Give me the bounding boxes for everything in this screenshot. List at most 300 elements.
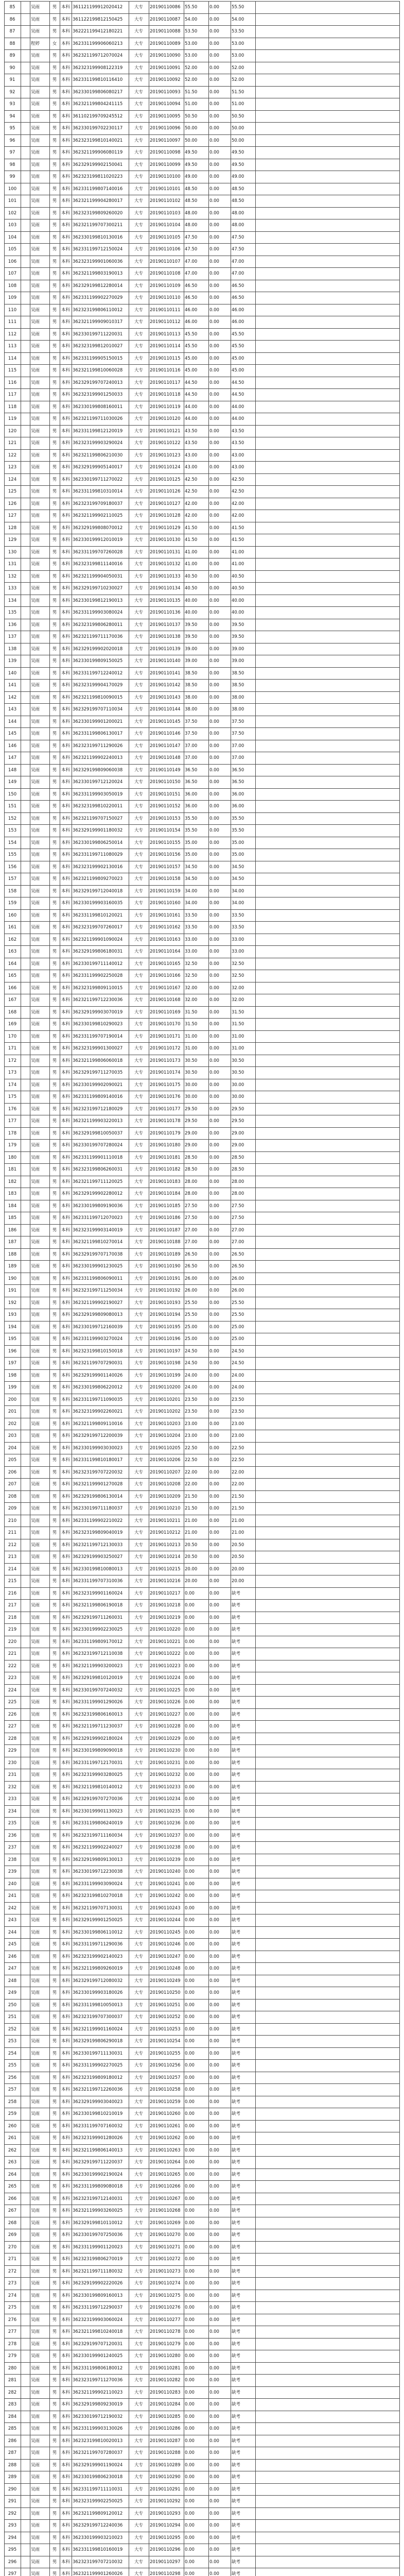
cell-edu: 本科 bbox=[61, 779, 70, 785]
cell-seq: 110 bbox=[8, 308, 17, 313]
cell-degree: 大专 bbox=[134, 344, 143, 349]
cell-seq: 247 bbox=[8, 1966, 17, 1971]
cell-name: 吴雨 bbox=[31, 1785, 40, 1790]
cell-seq: 90 bbox=[9, 65, 15, 71]
cell-edu: 本科 bbox=[61, 695, 70, 700]
cell-idcard: 362321199902240013 bbox=[73, 755, 123, 760]
cell-idcard: 362330199901130023 bbox=[73, 1809, 123, 1814]
cell-score-total: 缺考 bbox=[232, 2450, 241, 2455]
cell-score-b: 0.00 bbox=[209, 937, 219, 942]
cell-examno: 20190110271 bbox=[150, 2245, 181, 2250]
cell-gender: 男 bbox=[52, 1276, 57, 1281]
cell-gender: 男 bbox=[52, 1772, 57, 1777]
cell-idcard: 362330199903160035 bbox=[73, 901, 123, 906]
cell-group bbox=[22, 74, 29, 86]
cell-examno: 20190110281 bbox=[150, 2366, 181, 2371]
cell-idcard: 362331199906060213 bbox=[73, 41, 123, 46]
cell-degree: 大专 bbox=[134, 2281, 143, 2286]
cell-score-b: 0.00 bbox=[209, 1373, 219, 1378]
cell-edu: 本科 bbox=[61, 1833, 70, 1838]
cell-edu: 本科 bbox=[61, 1809, 70, 1814]
cell-idcard: 362331199711080029 bbox=[73, 852, 123, 857]
cell-examno: 20190110159 bbox=[150, 889, 181, 894]
cell-name: 吴雨 bbox=[31, 1639, 40, 1645]
cell-group bbox=[22, 1854, 29, 1866]
cell-gender: 男 bbox=[52, 235, 57, 240]
cell-edu: 本科 bbox=[61, 1554, 70, 1560]
cell-score-a: 42.50 bbox=[185, 489, 198, 494]
cell-name: 吴雨 bbox=[31, 695, 40, 700]
cell-score-b: 0.00 bbox=[209, 913, 219, 918]
cell-group bbox=[22, 1249, 29, 1261]
cell-seq: 271 bbox=[8, 2257, 17, 2262]
cell-score-b: 0.00 bbox=[209, 816, 219, 821]
cell-edu: 本科 bbox=[61, 1772, 70, 1777]
cell-idcard: 362323199810020013 bbox=[73, 2438, 123, 2444]
cell-idcard: 362323199901060036 bbox=[73, 259, 123, 264]
cell-group bbox=[22, 1115, 29, 1127]
cell-score-a: 20.50 bbox=[185, 1543, 198, 1548]
cell-degree: 大专 bbox=[134, 126, 143, 131]
cell-examno: 20190110215 bbox=[150, 1567, 181, 1572]
cell-score-a: 32.00 bbox=[185, 986, 198, 991]
cell-idcard: 362329199903250027 bbox=[73, 1554, 123, 1560]
cell-name: 吴雨 bbox=[31, 804, 40, 809]
cell-degree: 大专 bbox=[134, 392, 143, 397]
cell-idcard: 362331199905150015 bbox=[73, 356, 123, 361]
cell-idcard: 362329199902220026 bbox=[73, 2281, 123, 2286]
table-col-border bbox=[4, 1, 5, 2576]
cell-score-b: 0.00 bbox=[209, 332, 219, 337]
cell-score-a: 0.00 bbox=[185, 2172, 195, 2177]
cell-idcard: 362323199707260017 bbox=[73, 925, 123, 930]
cell-score-a: 28.50 bbox=[185, 1155, 198, 1160]
cell-gender: 男 bbox=[52, 1760, 57, 1766]
cell-score-total: 27.50 bbox=[232, 1204, 244, 1209]
cell-score-total: 46.00 bbox=[232, 308, 244, 313]
cell-score-b: 0.00 bbox=[209, 1385, 219, 1390]
cell-edu: 本科 bbox=[61, 743, 70, 749]
cell-seq: 147 bbox=[8, 755, 17, 760]
cell-name: 吴雨 bbox=[31, 1651, 40, 1656]
cell-group bbox=[22, 2568, 29, 2576]
cell-seq: 279 bbox=[8, 2353, 17, 2359]
cell-seq: 113 bbox=[8, 344, 17, 349]
cell-idcard: 362331199902270025 bbox=[73, 2063, 123, 2068]
cell-seq: 215 bbox=[8, 1579, 17, 1584]
cell-score-b: 0.00 bbox=[209, 2378, 219, 2383]
cell-examno: 20190110178 bbox=[150, 1118, 181, 1124]
cell-score-b: 0.00 bbox=[209, 707, 219, 712]
cell-group bbox=[22, 1793, 29, 1805]
cell-group bbox=[22, 2484, 29, 2496]
cell-gender: 男 bbox=[52, 1651, 57, 1656]
cell-idcard: 362323199902130016 bbox=[73, 865, 123, 870]
cell-gender: 男 bbox=[52, 114, 57, 119]
cell-score-a: 30.50 bbox=[185, 1058, 198, 1063]
cell-seq: 114 bbox=[8, 356, 17, 361]
cell-name: 吴雨 bbox=[31, 295, 40, 300]
cell-idcard: 362330199812190013 bbox=[73, 598, 123, 603]
cell-idcard: 362329199712240036 bbox=[73, 2523, 123, 2528]
cell-score-a: 0.00 bbox=[185, 1930, 195, 1935]
cell-score-a: 0.00 bbox=[185, 2475, 195, 2480]
cell-score-total: 缺考 bbox=[232, 2571, 241, 2576]
cell-score-total: 缺考 bbox=[232, 1906, 241, 1911]
cell-gender: 男 bbox=[52, 2293, 57, 2298]
cell-edu: 本科 bbox=[61, 658, 70, 664]
cell-score-total: 45.50 bbox=[232, 332, 244, 337]
cell-examno: 20190110213 bbox=[150, 1543, 181, 1548]
cell-examno: 20190110198 bbox=[150, 1361, 181, 1366]
cell-gender: 男 bbox=[52, 65, 57, 71]
cell-idcard: 362330199902090021 bbox=[73, 1082, 123, 1088]
cell-edu: 本科 bbox=[61, 1264, 70, 1269]
cell-examno: 20190110130 bbox=[150, 537, 181, 543]
cell-group bbox=[22, 1539, 29, 1551]
cell-score-total: 缺考 bbox=[232, 1591, 241, 1596]
table-col-border bbox=[49, 1, 50, 2576]
cell-group bbox=[22, 1236, 29, 1248]
cell-seq: 173 bbox=[8, 1070, 17, 1075]
cell-edu: 本科 bbox=[61, 1191, 70, 1196]
cell-score-total: 28.00 bbox=[232, 1179, 244, 1184]
cell-seq: 217 bbox=[8, 1603, 17, 1608]
cell-score-a: 48.50 bbox=[185, 198, 198, 204]
cell-score-total: 缺考 bbox=[232, 1821, 241, 1826]
cell-idcard: 362321199906080119 bbox=[73, 150, 123, 155]
cell-group bbox=[22, 2411, 29, 2423]
cell-group bbox=[22, 62, 29, 74]
cell-degree: 大专 bbox=[134, 2051, 143, 2056]
cell-edu: 本科 bbox=[61, 1409, 70, 1414]
cell-idcard: 362331199810120021 bbox=[73, 913, 123, 918]
cell-seq: 280 bbox=[8, 2366, 17, 2371]
cell-score-total: 25.00 bbox=[232, 1336, 244, 1342]
cell-seq: 95 bbox=[9, 126, 15, 131]
cell-examno: 20190110181 bbox=[150, 1155, 181, 1160]
cell-examno: 20190110268 bbox=[150, 2208, 181, 2213]
cell-score-b: 0.00 bbox=[209, 743, 219, 749]
cell-name: 吴雨 bbox=[31, 465, 40, 470]
cell-score-a: 0.00 bbox=[185, 1700, 195, 1705]
cell-gender: 男 bbox=[52, 683, 57, 688]
cell-seq: 145 bbox=[8, 731, 17, 736]
cell-name: 吴雨 bbox=[31, 889, 40, 894]
cell-gender: 男 bbox=[52, 465, 57, 470]
cell-gender: 男 bbox=[52, 2257, 57, 2262]
cell-examno: 20190110226 bbox=[150, 1700, 181, 1705]
cell-edu: 本科 bbox=[61, 876, 70, 882]
cell-score-b: 0.00 bbox=[209, 550, 219, 555]
cell-score-total: 43.50 bbox=[232, 429, 244, 434]
cell-edu: 本科 bbox=[61, 2269, 70, 2274]
cell-seq: 203 bbox=[8, 1433, 17, 1438]
cell-name: 吴雨 bbox=[31, 2184, 40, 2189]
cell-gender: 男 bbox=[52, 174, 57, 179]
cell-gender: 男 bbox=[52, 997, 57, 1003]
cell-score-b: 0.00 bbox=[209, 5, 219, 10]
cell-examno: 20190110212 bbox=[150, 1530, 181, 1535]
cell-edu: 本科 bbox=[61, 1397, 70, 1402]
cell-examno: 20190110291 bbox=[150, 2487, 181, 2492]
cell-seq: 212 bbox=[8, 1543, 17, 1548]
cell-seq: 146 bbox=[8, 743, 17, 749]
cell-degree: 大专 bbox=[134, 1712, 143, 1717]
cell-score-a: 50.00 bbox=[185, 126, 198, 131]
cell-degree: 大专 bbox=[134, 17, 143, 22]
cell-degree: 大专 bbox=[134, 852, 143, 857]
cell-seq: 170 bbox=[8, 1034, 17, 1039]
cell-name: 吴雨 bbox=[31, 1530, 40, 1535]
cell-score-total: 20.50 bbox=[232, 1554, 244, 1560]
cell-gender: 男 bbox=[52, 2571, 57, 2576]
cell-seq: 133 bbox=[8, 586, 17, 591]
cell-edu: 本科 bbox=[61, 1942, 70, 1947]
cell-score-b: 0.00 bbox=[209, 2560, 219, 2565]
cell-score-total: 34.50 bbox=[232, 876, 244, 882]
cell-group bbox=[22, 377, 29, 389]
cell-score-b: 0.00 bbox=[209, 634, 219, 639]
cell-score-total: 缺考 bbox=[232, 2547, 241, 2552]
cell-examno: 20190110114 bbox=[150, 344, 181, 349]
cell-gender: 男 bbox=[52, 1797, 57, 1802]
cell-group bbox=[22, 2435, 29, 2447]
cell-score-b: 0.00 bbox=[209, 986, 219, 991]
cell-gender: 男 bbox=[52, 707, 57, 712]
cell-score-a: 33.00 bbox=[185, 937, 198, 942]
cell-score-total: 38.50 bbox=[232, 671, 244, 676]
cell-score-b: 0.00 bbox=[209, 1797, 219, 1802]
cell-degree: 大专 bbox=[134, 1748, 143, 1753]
cell-name: 吴雨 bbox=[31, 187, 40, 192]
cell-edu: 本科 bbox=[61, 380, 70, 385]
cell-examno: 20190110204 bbox=[150, 1433, 181, 1438]
cell-edu: 本科 bbox=[61, 332, 70, 337]
cell-examno: 20190110149 bbox=[150, 768, 181, 773]
cell-degree: 大专 bbox=[134, 2353, 143, 2359]
cell-name: 吴雨 bbox=[31, 2027, 40, 2032]
cell-seq: 165 bbox=[8, 973, 17, 978]
cell-score-a: 0.00 bbox=[185, 1821, 195, 1826]
cell-seq: 249 bbox=[8, 1990, 17, 1995]
cell-score-a: 0.00 bbox=[185, 2221, 195, 2226]
cell-edu: 本科 bbox=[61, 1167, 70, 1172]
cell-degree: 大专 bbox=[134, 2160, 143, 2165]
cell-group bbox=[22, 668, 29, 680]
cell-examno: 20190110257 bbox=[150, 2075, 181, 2080]
cell-idcard: 362321199707130031 bbox=[73, 1906, 123, 1911]
cell-group bbox=[22, 789, 29, 801]
cell-seq: 226 bbox=[8, 1712, 17, 1717]
cell-examno: 20190110140 bbox=[150, 658, 181, 664]
cell-idcard: 362323199901280026 bbox=[73, 2136, 123, 2141]
cell-degree: 大专 bbox=[134, 1627, 143, 1632]
cell-name: 吴雨 bbox=[31, 1312, 40, 1317]
cell-edu: 本科 bbox=[61, 997, 70, 1003]
cell-name: 吴雨 bbox=[31, 913, 40, 918]
cell-score-total: 32.00 bbox=[232, 986, 244, 991]
cell-score-total: 25.00 bbox=[232, 1325, 244, 1330]
cell-group bbox=[22, 462, 29, 473]
cell-seq: 189 bbox=[8, 1264, 17, 1269]
cell-name: 吴雨 bbox=[31, 1010, 40, 1015]
cell-degree: 大专 bbox=[134, 804, 143, 809]
cell-idcard: 362321199810060028 bbox=[73, 368, 123, 373]
cell-score-a: 55.50 bbox=[185, 5, 198, 10]
cell-name: 吴雨 bbox=[31, 1094, 40, 1099]
cell-score-a: 0.00 bbox=[185, 2257, 195, 2262]
cell-gender: 男 bbox=[52, 1082, 57, 1088]
cell-score-b: 0.00 bbox=[209, 1494, 219, 1499]
cell-gender: 男 bbox=[52, 332, 57, 337]
cell-score-a: 0.00 bbox=[185, 2305, 195, 2310]
cell-name: 吴雨 bbox=[31, 622, 40, 628]
cell-gender: 男 bbox=[52, 2172, 57, 2177]
cell-seq: 97 bbox=[9, 150, 15, 155]
cell-score-a: 22.00 bbox=[185, 1482, 198, 1487]
cell-score-total: 39.50 bbox=[232, 634, 244, 639]
cell-edu: 本科 bbox=[61, 271, 70, 276]
cell-name: 吴雨 bbox=[31, 1433, 40, 1438]
cell-examno: 20190110092 bbox=[150, 77, 181, 82]
cell-name: 吴雨 bbox=[31, 1470, 40, 1475]
cell-score-b: 0.00 bbox=[209, 1530, 219, 1535]
cell-degree: 大专 bbox=[134, 440, 143, 446]
cell-seq: 250 bbox=[8, 2003, 17, 2008]
cell-edu: 本科 bbox=[61, 1288, 70, 1293]
cell-score-a: 31.00 bbox=[185, 1034, 198, 1039]
cell-group bbox=[22, 2096, 29, 2108]
cell-edu: 本科 bbox=[61, 2051, 70, 2056]
cell-group bbox=[22, 631, 29, 643]
cell-seq: 214 bbox=[8, 1567, 17, 1572]
cell-name: 吴雨 bbox=[31, 755, 40, 760]
cell-score-total: 缺考 bbox=[232, 1639, 241, 1645]
cell-score-a: 0.00 bbox=[185, 1760, 195, 1766]
cell-idcard: 362329199902020018 bbox=[73, 647, 123, 652]
cell-name: 吴雨 bbox=[31, 1204, 40, 1209]
cell-group bbox=[22, 1939, 29, 1951]
cell-gender: 男 bbox=[52, 828, 57, 833]
cell-gender: 男 bbox=[52, 2475, 57, 2480]
cell-seq: 296 bbox=[8, 2560, 17, 2565]
cell-edu: 本科 bbox=[61, 2450, 70, 2455]
cell-gender: 男 bbox=[52, 1470, 57, 1475]
cell-examno: 20190110244 bbox=[150, 1918, 181, 1923]
cell-group bbox=[22, 1588, 29, 1600]
cell-examno: 20190110245 bbox=[150, 1930, 181, 1935]
cell-gender: 男 bbox=[52, 77, 57, 82]
cell-idcard: 362323199903060024 bbox=[73, 2317, 123, 2323]
cell-name: 吴雨 bbox=[31, 1482, 40, 1487]
cell-gender: 男 bbox=[52, 501, 57, 506]
cell-edu: 本科 bbox=[61, 1179, 70, 1184]
cell-idcard: 362323199806260031 bbox=[73, 1167, 123, 1172]
cell-edu: 本科 bbox=[61, 1930, 70, 1935]
cell-edu: 本科 bbox=[61, 2039, 70, 2044]
cell-examno: 20190110180 bbox=[150, 1143, 181, 1148]
cell-seq: 158 bbox=[8, 889, 17, 894]
cell-edu: 本科 bbox=[61, 2208, 70, 2213]
cell-degree: 大专 bbox=[134, 1857, 143, 1862]
cell-group bbox=[22, 2011, 29, 2023]
cell-examno: 20190110258 bbox=[150, 2087, 181, 2092]
cell-examno: 20190110155 bbox=[150, 840, 181, 845]
cell-idcard: 362323199707300037 bbox=[73, 2014, 123, 2020]
cell-gender: 男 bbox=[52, 1349, 57, 1354]
cell-seq: 188 bbox=[8, 1252, 17, 1257]
cell-score-b: 0.00 bbox=[209, 1700, 219, 1705]
cell-group bbox=[22, 2266, 29, 2278]
cell-examno: 20190110190 bbox=[150, 1264, 181, 1269]
cell-seq: 116 bbox=[8, 380, 17, 385]
cell-score-b: 0.00 bbox=[209, 1543, 219, 1548]
cell-score-a: 34.00 bbox=[185, 901, 198, 906]
cell-degree: 大专 bbox=[134, 259, 143, 264]
cell-examno: 20190110186 bbox=[150, 1215, 181, 1221]
cell-group bbox=[22, 304, 29, 316]
cell-score-a: 0.00 bbox=[185, 2378, 195, 2383]
cell-score-b: 0.00 bbox=[209, 1022, 219, 1027]
cell-examno: 20190110182 bbox=[150, 1167, 181, 1172]
cell-score-a: 20.00 bbox=[185, 1579, 198, 1584]
cell-seq: 286 bbox=[8, 2438, 17, 2444]
cell-score-total: 38.00 bbox=[232, 695, 244, 700]
cell-degree: 大专 bbox=[134, 2014, 143, 2020]
cell-score-b: 0.00 bbox=[209, 1772, 219, 1777]
cell-degree: 大专 bbox=[134, 889, 143, 894]
cell-group bbox=[22, 522, 29, 534]
cell-degree: 大专 bbox=[134, 1845, 143, 1850]
cell-gender: 男 bbox=[52, 2560, 57, 2565]
cell-edu: 本科 bbox=[61, 1458, 70, 1463]
cell-examno: 20190110289 bbox=[150, 2463, 181, 2468]
cell-examno: 20190110112 bbox=[150, 319, 181, 325]
cell-score-b: 0.00 bbox=[209, 1240, 219, 1245]
cell-examno: 20190110120 bbox=[150, 416, 181, 421]
cell-score-a: 41.50 bbox=[185, 537, 198, 543]
cell-group bbox=[22, 219, 29, 231]
cell-seq: 85 bbox=[9, 5, 15, 10]
cell-degree: 大专 bbox=[134, 5, 143, 10]
cell-examno: 20190110164 bbox=[150, 949, 181, 954]
cell-edu: 本科 bbox=[61, 1760, 70, 1766]
cell-score-a: 0.00 bbox=[185, 1797, 195, 1802]
cell-score-b: 0.00 bbox=[209, 1482, 219, 1487]
cell-seq: 112 bbox=[8, 332, 17, 337]
cell-score-a: 0.00 bbox=[185, 2499, 195, 2504]
cell-seq: 151 bbox=[8, 804, 17, 809]
cell-score-total: 24.50 bbox=[232, 1349, 244, 1354]
cell-seq: 153 bbox=[8, 828, 17, 833]
cell-score-total: 32.00 bbox=[232, 997, 244, 1003]
cell-degree: 大专 bbox=[134, 477, 143, 482]
cell-gender: 男 bbox=[52, 852, 57, 857]
cell-score-b: 0.00 bbox=[209, 1591, 219, 1596]
cell-score-b: 0.00 bbox=[209, 537, 219, 543]
cell-degree: 大专 bbox=[134, 1990, 143, 1995]
cell-idcard: 362330199902190024 bbox=[73, 2172, 123, 2177]
cell-score-b: 0.00 bbox=[209, 719, 219, 724]
cell-group bbox=[22, 1697, 29, 1708]
cell-edu: 本科 bbox=[61, 1373, 70, 1378]
cell-name: 吴雨 bbox=[31, 2523, 40, 2528]
cell-group bbox=[22, 1575, 29, 1587]
cell-score-b: 0.00 bbox=[209, 925, 219, 930]
cell-name: 吴雨 bbox=[31, 1954, 40, 1959]
cell-degree: 大专 bbox=[134, 1131, 143, 1136]
